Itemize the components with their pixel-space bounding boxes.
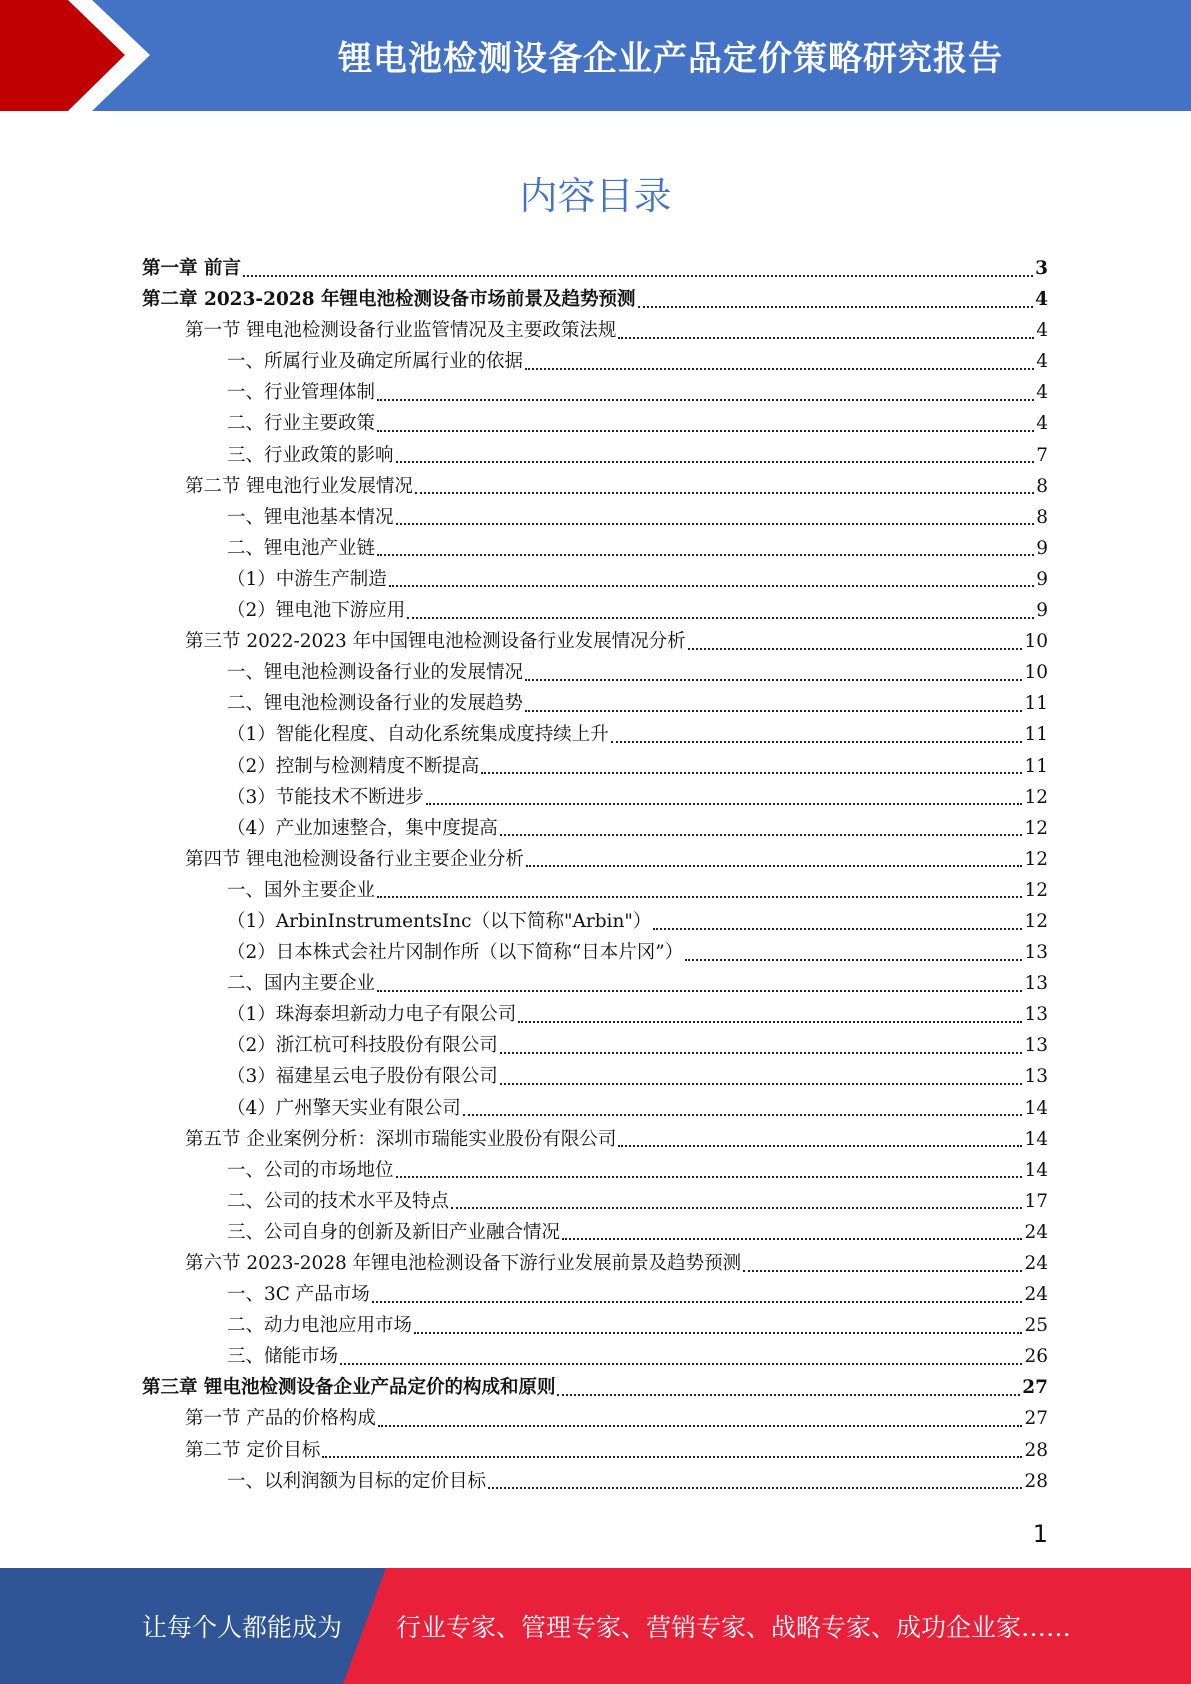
- toc-entry-page: 9: [1036, 537, 1048, 559]
- toc-entry-page: 12: [1024, 910, 1048, 932]
- toc-leader-dots: [618, 1145, 1022, 1147]
- toc-entry[interactable]: [142, 471, 1048, 502]
- toc-entry[interactable]: [142, 719, 1048, 750]
- toc-entry-title: 二、锂电池产业链: [227, 537, 376, 559]
- toc-entry[interactable]: [142, 999, 1048, 1030]
- toc-entry-title: 一、以利润额为目标的定价目标: [227, 1470, 487, 1492]
- toc-entry-page: 9: [1036, 568, 1048, 590]
- toc-entry-title: （3）节能技术不断进步: [227, 786, 424, 808]
- toc-leader-dots: [340, 1363, 1022, 1365]
- toc-entry[interactable]: [142, 408, 1048, 439]
- toc-entry-page: 14: [1024, 1097, 1048, 1119]
- toc-entry-page: 13: [1024, 1035, 1048, 1057]
- toc-entry[interactable]: [142, 533, 1048, 564]
- toc-entry[interactable]: [142, 284, 1048, 315]
- page-footer: [0, 1568, 1191, 1684]
- toc-leader-dots: [525, 710, 1022, 712]
- toc-entry[interactable]: [142, 1403, 1048, 1434]
- toc-entry-title: （4）产业加速整合，集中度提高: [227, 817, 498, 839]
- toc-leader-dots: [396, 461, 1035, 463]
- footer-slogan-right: 行业专家、管理专家、营销专家、战略专家、成功企业家……: [396, 1613, 1072, 1642]
- toc-entry-title: 一、所属行业及确定所属行业的依据: [227, 351, 524, 373]
- toc-leader-dots: [463, 1114, 1023, 1116]
- toc-entry[interactable]: [142, 315, 1048, 346]
- toc-leader-dots: [525, 368, 1034, 370]
- toc-entry-title: 一、锂电池基本情况: [227, 506, 394, 528]
- footer-slogan-left: 让每个人都能成为: [142, 1613, 343, 1642]
- toc-entry[interactable]: [142, 1124, 1048, 1155]
- toc-entry[interactable]: [142, 1248, 1048, 1279]
- toc-leader-dots: [377, 430, 1034, 432]
- toc-leader-dots: [500, 1083, 1023, 1085]
- toc-entry[interactable]: [142, 688, 1048, 719]
- toc-entry[interactable]: [142, 782, 1048, 813]
- toc-entry-title: 第二节 定价目标: [185, 1439, 321, 1461]
- toc-entry[interactable]: [142, 1466, 1048, 1497]
- toc-entry-page: 14: [1024, 1159, 1048, 1181]
- toc-entry-title: 二、行业主要政策: [227, 413, 376, 435]
- toc-entry-title: 三、公司自身的创新及新旧产业融合情况: [227, 1221, 561, 1243]
- toc-leader-dots: [243, 275, 1033, 277]
- toc-leader-dots: [426, 803, 1023, 805]
- toc-entry[interactable]: [142, 502, 1048, 533]
- toc-leader-dots: [377, 554, 1034, 556]
- toc-entry-title: 一、锂电池检测设备行业的发展情况: [227, 662, 524, 684]
- toc-entry-page: 10: [1024, 631, 1048, 653]
- toc-entry-page: 4: [1036, 413, 1048, 435]
- toc-entry-page: 13: [1024, 942, 1048, 964]
- toc-entry-title: 三、储能市场: [227, 1346, 339, 1368]
- toc-entry-title: （1）珠海泰坦新动力电子有限公司: [227, 1004, 517, 1026]
- toc-entry-title: 一、3C 产品市场: [227, 1284, 370, 1306]
- toc-leader-dots: [481, 772, 1022, 774]
- toc-entry-page: 3: [1035, 258, 1048, 279]
- toc-entry-title: 二、动力电池应用市场: [227, 1315, 413, 1337]
- toc-entry-page: 11: [1024, 693, 1048, 715]
- toc-entry-page: 9: [1036, 600, 1048, 622]
- toc-leader-dots: [611, 741, 1023, 743]
- toc-entry-page: 10: [1024, 662, 1048, 684]
- toc-entry[interactable]: [142, 968, 1048, 999]
- toc-entry[interactable]: [142, 1030, 1048, 1061]
- toc-entry-page: 7: [1036, 444, 1048, 466]
- toc-entry[interactable]: [142, 346, 1048, 377]
- toc-entry[interactable]: [142, 253, 1048, 284]
- toc-entry[interactable]: [142, 1435, 1048, 1466]
- toc-entry-page: 24: [1024, 1253, 1048, 1274]
- toc-leader-dots: [372, 1301, 1023, 1303]
- toc-entry-title: 第四节 锂电池检测设备行业主要企业分析: [185, 848, 524, 870]
- toc-entry-title: 第五节 企业案例分析：深圳市瑞能实业股份有限公司: [185, 1128, 617, 1150]
- toc-leader-dots: [500, 834, 1023, 836]
- toc-entry-title: 一、公司的市场地位: [227, 1159, 394, 1181]
- toc-entry-page: 4: [1036, 382, 1048, 404]
- toc-entry[interactable]: [142, 1372, 1048, 1403]
- toc-entry-title: （1）中游生产制造: [227, 568, 387, 590]
- toc-entry-title: 第三节 2022-2023 年中国锂电池检测设备行业发展情况分析: [185, 631, 686, 653]
- toc-entry-page: 12: [1024, 786, 1048, 808]
- toc-entry-page: 8: [1036, 475, 1048, 497]
- toc-entry-page: 27: [1024, 1408, 1048, 1430]
- toc-entry-title: （4）广州擎天实业有限公司: [227, 1097, 461, 1119]
- toc-entry[interactable]: [142, 813, 1048, 844]
- page-header: [0, 0, 1191, 111]
- toc-entry[interactable]: [142, 1279, 1048, 1310]
- toc-leader-dots: [525, 679, 1022, 681]
- toc-entry[interactable]: [142, 937, 1048, 968]
- toc-entry-page: 4: [1036, 320, 1048, 342]
- toc-entry[interactable]: [142, 875, 1048, 906]
- toc-entry-page: 11: [1024, 724, 1048, 746]
- toc-entry-title: （2）控制与检测精度不断提高: [227, 755, 480, 777]
- toc-leader-dots: [407, 617, 1034, 619]
- toc-leader-dots: [451, 1207, 1022, 1209]
- toc-entry-page: 11: [1024, 755, 1048, 777]
- toc-leader-dots: [322, 1456, 1022, 1458]
- toc-leader-dots: [688, 648, 1023, 650]
- toc-entry-title: （2）锂电池下游应用: [227, 600, 406, 622]
- toc-entry-page: 28: [1024, 1439, 1048, 1461]
- toc-entry[interactable]: [142, 1061, 1048, 1092]
- toc-leader-dots: [743, 1270, 1022, 1272]
- toc-entry-title: （2）浙江杭可科技股份有限公司: [227, 1035, 498, 1057]
- toc-entry[interactable]: [142, 626, 1048, 657]
- toc-entry-page: 24: [1024, 1284, 1048, 1306]
- toc-leader-dots: [557, 1394, 1020, 1396]
- toc-leader-dots: [618, 337, 1034, 339]
- toc-entry[interactable]: [142, 1341, 1048, 1372]
- toc-entry-page: 12: [1024, 817, 1048, 839]
- toc-entry-title: 第一章 前言: [142, 258, 241, 279]
- toc-leader-dots: [377, 896, 1022, 898]
- toc-entry-title: 第三章 锂电池检测设备企业产品定价的构成和原则: [142, 1377, 556, 1399]
- report-title: 锂电池检测设备企业产品定价策略研究报告: [338, 39, 1003, 79]
- toc-entry[interactable]: [142, 377, 1048, 408]
- toc-entry[interactable]: [142, 751, 1048, 782]
- toc-entry[interactable]: [142, 906, 1048, 937]
- toc-entry-title: 一、行业管理体制: [227, 382, 376, 404]
- toc-leader-dots: [518, 1021, 1022, 1023]
- toc-entry-page: 26: [1024, 1346, 1048, 1368]
- toc-leader-dots: [377, 399, 1034, 401]
- toc-entry-title: 第二节 锂电池行业发展情况: [185, 475, 413, 497]
- toc-leader-dots: [526, 865, 1023, 867]
- toc-entry-page: 25: [1024, 1315, 1048, 1337]
- toc-entry[interactable]: [142, 1155, 1048, 1186]
- toc-leader-dots: [389, 585, 1034, 587]
- toc-entry-page: 12: [1024, 848, 1048, 870]
- toc-entry-page: 13: [1024, 973, 1048, 995]
- toc-entry-title: 二、国内主要企业: [227, 973, 376, 995]
- toc-entry-title: （1）智能化程度、自动化系统集成度持续上升: [227, 724, 609, 746]
- toc-entry-title: （2）日本株式会社片冈制作所（以下简称“日本片冈”）: [227, 942, 684, 964]
- toc-entry-page: 4: [1035, 289, 1048, 311]
- toc-entry[interactable]: [142, 1093, 1048, 1124]
- toc-entry-title: 第一节 产品的价格构成: [185, 1408, 376, 1430]
- toc-leader-dots: [396, 1176, 1023, 1178]
- toc-entry-title: 第一节 锂电池检测设备行业监管情况及主要政策法规: [185, 320, 617, 342]
- toc-entry-page: 12: [1024, 879, 1048, 901]
- toc-leader-dots: [653, 928, 1022, 930]
- toc-entry[interactable]: [142, 1186, 1048, 1217]
- toc-leader-dots: [396, 523, 1035, 525]
- table-of-contents: [142, 253, 1048, 1497]
- toc-entry-title: 一、国外主要企业: [227, 879, 376, 901]
- toc-entry[interactable]: [142, 844, 1048, 875]
- toc-entry[interactable]: [142, 1217, 1048, 1248]
- toc-entry-page: 13: [1024, 1004, 1048, 1026]
- toc-entry-title: 二、锂电池检测设备行业的发展趋势: [227, 693, 524, 715]
- toc-entry-title: 第六节 2023-2028 年锂电池检测设备下游行业发展前景及趋势预测: [185, 1253, 742, 1274]
- toc-entry-title: （3）福建星云电子股份有限公司: [227, 1066, 498, 1088]
- toc-entry[interactable]: [142, 1310, 1048, 1341]
- toc-entry-page: 17: [1024, 1190, 1048, 1212]
- toc-entry-title: 三、行业政策的影响: [227, 444, 394, 466]
- toc-entry-page: 28: [1024, 1470, 1048, 1492]
- toc-entry[interactable]: [142, 657, 1048, 688]
- page-number: 1: [1032, 1520, 1048, 1548]
- toc-leader-dots: [414, 1332, 1022, 1334]
- toc-leader-dots: [415, 492, 1034, 494]
- toc-entry-page: 27: [1022, 1377, 1048, 1399]
- toc-leader-dots: [638, 306, 1034, 308]
- toc-heading: 内容目录: [519, 174, 672, 218]
- toc-entry-title: 二、公司的技术水平及特点: [227, 1190, 450, 1212]
- toc-leader-dots: [562, 1238, 1022, 1240]
- toc-leader-dots: [377, 990, 1022, 992]
- toc-entry-title: （1）ArbinInstrumentsInc（以下简称"Arbin"）: [227, 910, 652, 932]
- toc-leader-dots: [500, 1052, 1023, 1054]
- toc-leader-dots: [685, 959, 1022, 961]
- toc-entry-page: 14: [1024, 1128, 1048, 1150]
- toc-entry-page: 13: [1024, 1066, 1048, 1088]
- toc-entry[interactable]: [142, 595, 1048, 626]
- toc-entry-page: 24: [1024, 1221, 1048, 1243]
- toc-entry-page: 4: [1036, 351, 1048, 373]
- toc-entry-page: 8: [1036, 506, 1048, 528]
- toc-entry[interactable]: [142, 440, 1048, 471]
- toc-entry-title: 第二章 2023-2028 年锂电池检测设备市场前景及趋势预测: [142, 289, 636, 311]
- toc-entry[interactable]: [142, 564, 1048, 595]
- toc-leader-dots: [488, 1487, 1022, 1489]
- toc-leader-dots: [378, 1425, 1023, 1427]
